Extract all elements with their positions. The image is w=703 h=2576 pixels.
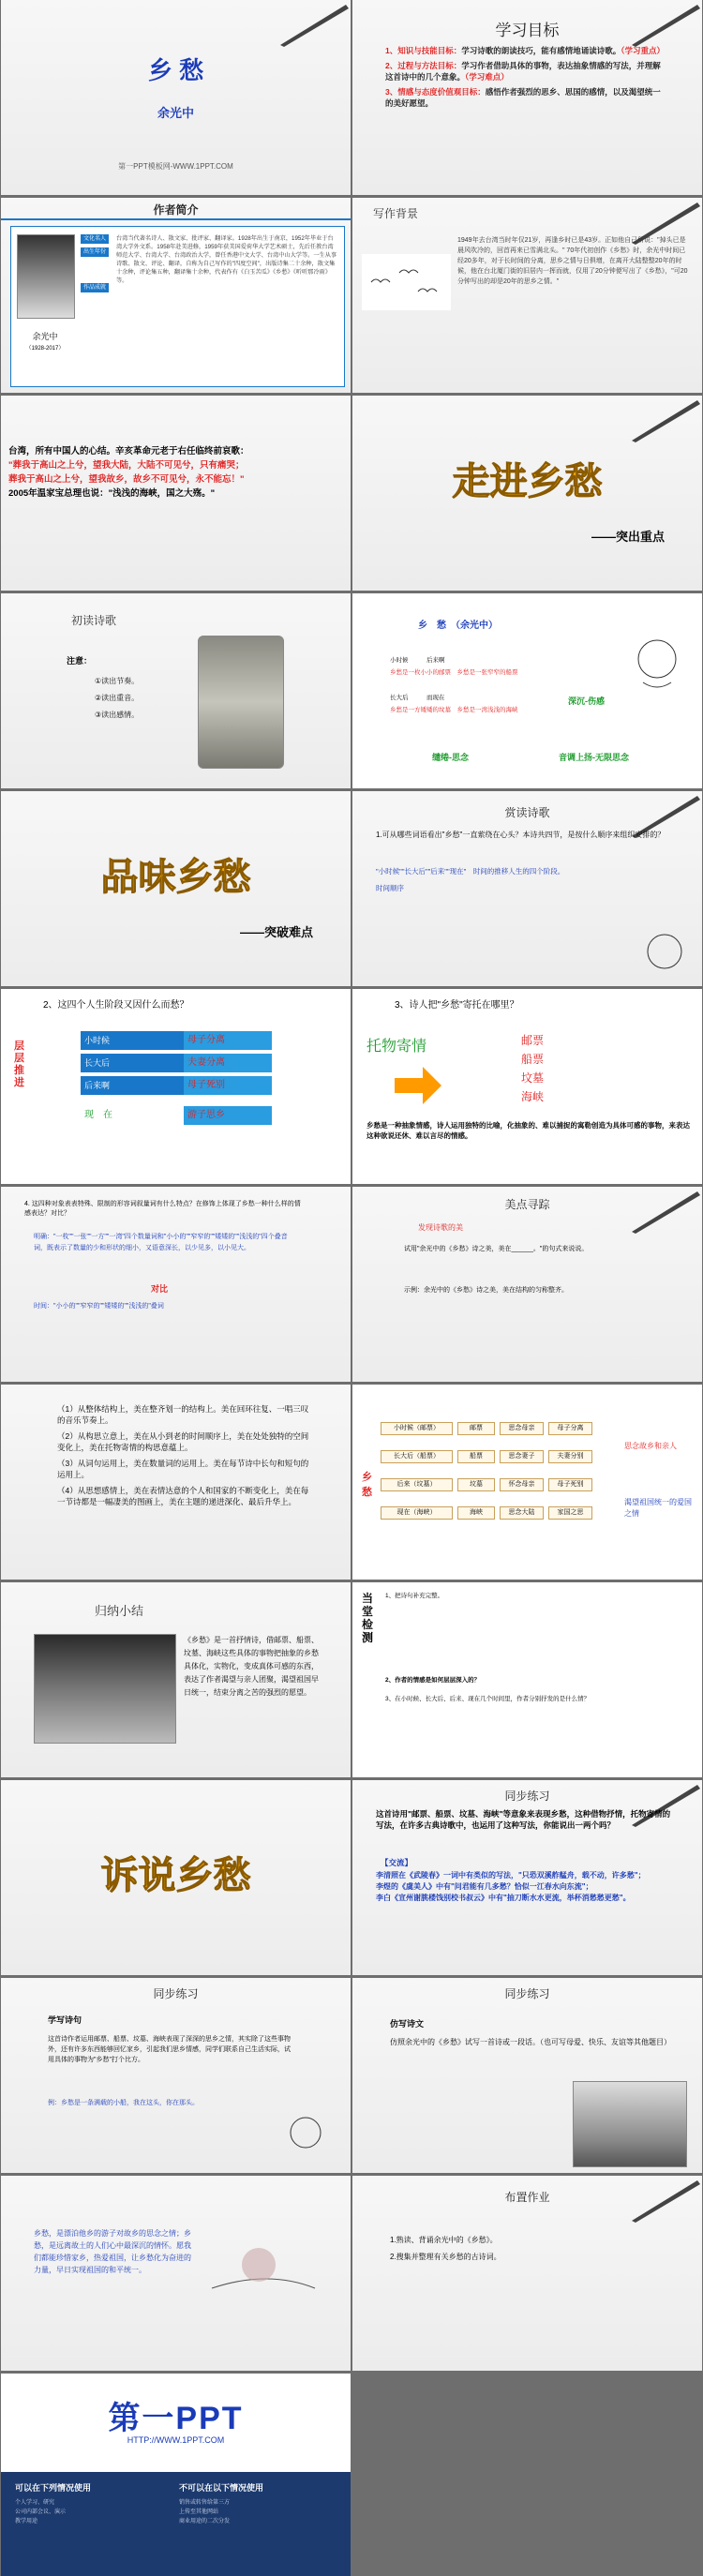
divider — [1, 218, 351, 220]
closing-text: 乡愁，是漂泊他乡的游子对故乡的思念之情；乡愁，是远离故土的人们心中最深沉的情怀。愿我们都能珍惜家乡，热爱祖国，让乡愁化为奋进的力量，早日实现祖国的和平统一。 — [34, 2229, 191, 2274]
license-footer — [1, 2472, 351, 2576]
appreciation-a1: "小时候""长大后""后来""现在" 时间的推移人生的四个阶段。 — [376, 867, 565, 876]
structure-time: 长大后（船票） — [381, 1450, 453, 1463]
license-allowed-heading: 可以在下列情况使用 — [15, 2483, 92, 2493]
analysis-item: （3）从词句运用上，美在数量词的运用上。美在每节诗中长句和短句的运用上。 — [57, 1459, 309, 1479]
structure-object: 邮票 — [457, 1422, 495, 1435]
beauty-heading: 美点寻踪 — [504, 1198, 550, 1211]
structure-relation: 夫妻分别 — [548, 1450, 592, 1463]
slide-14-beauty[interactable] — [352, 1187, 702, 1382]
quiz-q2: 2、作者的情感是如何层层深入的？ — [385, 1677, 481, 1684]
note-item: ①读出节奏。 — [95, 677, 140, 685]
objectives-heading: 学习目标 — [495, 22, 560, 39]
slide-24-homework[interactable] — [352, 2176, 702, 2371]
homework-item: 1.熟读、背诵余光中的《乡愁》。 — [390, 2236, 498, 2244]
goal-1-tag: （学习重点） — [621, 46, 666, 55]
poem-row: 长大后 而现在 — [390, 695, 445, 701]
structure-time: 后来（坟墓） — [381, 1478, 453, 1491]
goal-2-label: 2、过程与方法目标： — [385, 61, 462, 70]
poem-row: 小时候 后来啊 — [390, 657, 445, 664]
stage-reason: 母子分离 — [184, 1031, 272, 1050]
structure-relation: 母子分离 — [548, 1422, 592, 1435]
practice-ans: 李清照在《武陵春》一词中有类似的写法，"只恐双溪舴艋舟，载不动，许多愁"； — [376, 1871, 646, 1880]
poet-sketch-icon — [280, 2112, 332, 2159]
stage-row: 长大后 — [81, 1054, 187, 1072]
quiz-heading: 当堂检测 — [362, 1592, 374, 1644]
structure-feeling: 思念母亲 — [500, 1422, 544, 1435]
homework-item: 2.搜集并整理有关乡愁的古诗词。 — [390, 2253, 501, 2261]
tag-culture: 文化名人 — [81, 234, 109, 244]
slide-2-objectives[interactable] — [352, 0, 702, 195]
bird-nest-illustration — [202, 2213, 324, 2307]
poet-sketch-icon — [636, 925, 693, 981]
pen-decoration-icon — [276, 0, 351, 47]
cover-title: 乡 愁 — [147, 56, 204, 84]
slide-22-imitate[interactable] — [352, 1978, 702, 2173]
appreciation-heading: 赏读诗歌 — [504, 806, 550, 819]
taiwan-line-3: 葬我于高山之上兮，望我故乡，故乡不可见兮，永不能忘！" — [8, 474, 245, 485]
stages-question: 2、这四个人生阶段又因什么而愁？ — [43, 1000, 189, 1011]
goal-2-tag: （学习难点） — [465, 72, 509, 82]
first-reading-heading: 初读诗歌 — [71, 614, 117, 627]
beauty-line: 试用"余光中的《乡愁》诗之美，美在______。"的句式来说说。 — [404, 1246, 589, 1252]
stage-row: 现 在 — [84, 1110, 112, 1120]
slide-5-taiwan[interactable] — [1, 396, 351, 591]
arrow-icon — [390, 1059, 446, 1111]
slide-8-poem[interactable] — [352, 593, 702, 788]
slide-1-cover[interactable] — [1, 0, 351, 195]
stage-row: 小时候 — [81, 1031, 187, 1050]
summary-text: 《乡愁》是一首抒情诗，借邮票、船票、坟墓、海峡这些具体的事物把抽象的乡愁具体化，实物化，变成真体可感的东西，表达了作者渴望与亲人团聚，渴望祖国早日统一，结束分离之苦的强烈的愿望。 — [184, 1636, 319, 1697]
structure-result-2: 渴望祖国统一的爱国之情 — [624, 1498, 692, 1518]
slide-18-quiz[interactable] — [352, 1582, 702, 1777]
birds-illustration — [362, 254, 451, 310]
practice-intro: 这首诗用"邮票、船票、坟墓、海峡"等意象来表现乡愁，这种借物抒情，托物寄情的写法，在许多古典诗歌中，也运用了这种写法，你能说出一两个吗？ — [376, 1809, 671, 1830]
appreciation-q1: 1.可从哪些词语看出"乡愁"一直萦绕在心头？本诗共四节，是按什么顺序来组织安排的？ — [376, 831, 666, 839]
symbols-conclusion: 乡愁是一种抽象情感，诗人运用独特的比喻，化抽象的、难以捕捉的寓勒创造为具体可感的事物，来表达这种欲说还休、难以言尽的情感。 — [366, 1121, 690, 1140]
structure-left: 乡愁 — [362, 1472, 372, 1498]
stage-reason: 游子思乡 — [184, 1106, 272, 1125]
slide-19-tell[interactable] — [1, 1780, 351, 1975]
appreciation-a2: 时间顺序 — [376, 884, 404, 892]
savor-title: 品味乡愁 — [100, 857, 251, 898]
analysis-item: （2）从构思立意上，美在从小到老的时间顺序上，美在处处独特的空间变化上，美在托物寄情的构思意蕴上。 — [57, 1431, 309, 1452]
poem-row: 乡愁是一方矮矮的坟墓 乡愁是一湾浅浅的海峡 — [390, 707, 518, 713]
savor-subtitle: ——突破难点 — [239, 925, 313, 939]
taiwan-line-2: "葬我于高山之上兮，望我大陆，大陆不可见兮，只有痛哭； — [8, 460, 245, 471]
enter-subtitle: ——突出重点 — [591, 530, 665, 544]
tag-works: 作品成就 — [81, 283, 109, 292]
beauty-sub: 发现诗歌的美 — [418, 1223, 463, 1232]
author-bio: 台湾当代著名诗人、散文家、批评家、翻译家。1928年出生于南京，1952年毕业于台湾大学外文系。1958年赴美进修，1959年获美国爱荷华大学艺术硕士，先后任教台湾师范大学、台湾大学、台湾政治大学，曾任香港中文大学、台湾中山大学等。一生从事诗歌、散文、评论、翻译，自称为自己写作的"四度空间"，出版诗集二十余种，散文集十余种，评论集五种，翻译集十余种，代表作有《白玉苦瓜》《乡愁》《听听那冷雨》等。 — [116, 235, 337, 284]
poet-sketch-icon — [624, 631, 690, 696]
quantifier-answer: 明确："一枚""一张""一方""一湾"四个数量词和"小小的""窄窄的""矮矮的""浅浅的"四个叠音词，既表示了数量的少和形状的细小，又语意深长，以少见多，以小见大。 — [34, 1234, 288, 1251]
tag-rising-tone: 音调上扬-无限思念 — [559, 753, 629, 762]
write-sub: 学写诗句 — [48, 2015, 82, 2025]
slide-13-quantifiers[interactable] — [1, 1187, 351, 1382]
cover-footer: 第一PPT模板网-WWW.1PPT.COM — [118, 162, 233, 171]
author-heading: 作者简介 — [153, 203, 199, 217]
imitate-heading: 同步练习 — [504, 1987, 550, 2000]
structure-time: 小时候（邮票） — [381, 1422, 453, 1435]
goal-1-label: 1、知识与技能目标： — [385, 46, 462, 55]
homework-heading: 布置作业 — [504, 2191, 550, 2204]
slide-25-license[interactable] — [1, 2374, 351, 2576]
poem-row: 乡愁是一枚小小的邮票 乡愁是一张窄窄的船票 — [390, 669, 518, 676]
slide-20-practice[interactable] — [352, 1780, 702, 1975]
author-card — [10, 226, 345, 387]
symbol-item: 坟墓 — [521, 1071, 545, 1085]
taiwan-line-1: 台湾，所有中国人的心结。辛亥革命元老于右任临终前哀歌： — [8, 446, 249, 457]
practice-ans-label: 【交流】 — [381, 1858, 413, 1867]
write-heading: 同步练习 — [153, 1987, 199, 2000]
license-forbidden-item: 销售或转售给第三方 — [179, 2500, 231, 2506]
practice-ans: 李白《宣州谢朓楼饯别校书叔云》中有"抽刀断水水更流，举杯消愁愁更愁"。 — [376, 1894, 631, 1902]
license-allowed-item: 教学用途 — [15, 2519, 38, 2524]
quiz-q1: 1、把诗句补充完整。 — [385, 1593, 444, 1599]
tag-birth: 出生年份 — [81, 247, 109, 257]
quantifier-extra: 时间："小小的""窄窄的""矮矮的""浅浅的"叠词 — [34, 1303, 164, 1310]
license-url: HTTP://WWW.1PPT.COM — [127, 2435, 225, 2445]
structure-relation: 家国之思 — [548, 1506, 592, 1520]
tag-deep-sorrow: 深沉-伤感 — [568, 696, 605, 706]
goal-3-text: 感悟作者强烈的思乡、思国的感情，以及渴望统一的美好愿望。 — [385, 87, 661, 108]
license-forbidden-item: 上传至其他网站 — [179, 2509, 219, 2515]
progress-label: 层层推进 — [14, 1041, 24, 1088]
structure-object: 坟墓 — [457, 1478, 495, 1491]
slide-21-write[interactable] — [1, 1978, 351, 2173]
structure-time: 现在（海峡） — [381, 1506, 453, 1520]
cover-author: 余光中 — [157, 106, 194, 120]
imitate-text: 仿照余光中的《乡愁》试写一首诗或一段话。（也可写母爱、快乐、友谊等其他题目） — [390, 2038, 671, 2046]
license-forbidden-heading: 不可以在以下情况使用 — [179, 2483, 264, 2493]
slide-9-savor[interactable] — [1, 791, 351, 986]
practice-heading: 同步练习 — [504, 1790, 550, 1803]
analysis-item: （1）从整体结构上，美在整齐划一的结构上。美在回环往复、一唱三叹的音乐节奏上。 — [57, 1404, 309, 1425]
background-text: 1949年去台湾当时年仅21岁，再逢乡时已是43岁。正如他自己所说："掉头已是晨风吹冷的，回首再来已雪满北头。" 70年代初创作《乡愁》时，余光中时间已经20多年，对于长时间的分离，思乡之情与日俱增，在离开大陆整整20年的时候，他在台北厦门街的旧居内一挥而就，仅用了20分钟便写出了《乡愁》，"可20分钟写出的却是20年的思乡之情。" — [457, 237, 688, 285]
license-logo: 第一PPT — [108, 2401, 244, 2436]
imitate-sub: 仿写诗文 — [390, 2019, 425, 2029]
structure-object: 海峡 — [457, 1506, 495, 1520]
slide-15-analysis[interactable] — [1, 1385, 351, 1580]
goal-3-label: 3、情感与态度价值观目标： — [385, 87, 486, 97]
goal-2-text: 学习作者借助具体的事物，表达抽象情感的写法，并理解这首诗中的几个意象。 — [385, 61, 661, 82]
structure-relation: 母子死别 — [548, 1478, 592, 1491]
structure-feeling: 怀念母亲 — [500, 1478, 544, 1491]
author-years: （1928-2017） — [25, 346, 65, 352]
structure-object: 船票 — [457, 1450, 495, 1463]
author-desk-photo — [34, 1634, 176, 1744]
note-label: 注意： — [67, 656, 93, 666]
poem-stone-image — [198, 636, 284, 769]
pen-decoration-icon — [627, 396, 702, 442]
slide-17-summary[interactable] — [1, 1582, 351, 1777]
note-item: ③读出感情。 — [95, 711, 140, 719]
author-photo — [17, 234, 75, 319]
slide-11-stages[interactable] — [1, 989, 351, 1184]
analysis-item: （4）从思想感情上，美在表情达意的个人和国家的不断变化上，美在每一节诗都是一幅凄美的图画上，美在主题的递进深化、最后升华上。 — [57, 1486, 309, 1506]
stage-reason: 母子死别 — [184, 1076, 272, 1095]
symbol-item: 船票 — [521, 1053, 545, 1066]
slide-6-enter[interactable] — [352, 396, 702, 591]
stage-reason: 夫妻分离 — [184, 1054, 272, 1072]
tag-longing: 缱绻-思念 — [432, 753, 469, 762]
structure-feeling: 思念妻子 — [500, 1450, 544, 1463]
enter-title: 走进乡愁 — [452, 461, 603, 502]
tell-title: 诉说乡愁 — [100, 1855, 251, 1896]
slide-3-author[interactable] — [1, 198, 351, 393]
summary-heading: 归纳小结 — [95, 1604, 144, 1618]
license-allowed-item: 公司内部会议、演示 — [15, 2509, 67, 2515]
structure-feeling: 思念大陆 — [500, 1506, 544, 1520]
stage-row: 后来啊 — [81, 1076, 187, 1095]
slide-7-first-reading[interactable] — [1, 593, 351, 788]
symbols-question: 3、诗人把"乡愁"寄托在哪里？ — [395, 1000, 519, 1011]
background-heading: 写作背景 — [373, 207, 419, 220]
poem-title: 乡 愁 （余光中） — [418, 621, 498, 631]
practice-ans: 李煜的《虞美人》中有"问君能有几多愁？恰似一江春水向东流"； — [376, 1882, 593, 1891]
quantifier-question: 4. 这四种对象表表特殊、限制的形容词叙量词有什么特点？在修饰上体现了乡愁一种什么样的情感表达？对比？ — [24, 1201, 301, 1217]
contrast-label: 对比 — [151, 1284, 169, 1294]
slide-23-closing[interactable] — [1, 2176, 351, 2371]
symbols-method: 托物寄情 — [366, 1039, 427, 1055]
symbol-item: 邮票 — [521, 1034, 545, 1047]
write-text: 这首诗作者运用邮票、船票、坟墓、海峡表现了深深的思乡之情，其实除了这些事物外，还有许多东西能够回忆家乡，引起我们思乡情感，同学们联系自己生活实际，试用具体的事物为"乡愁"打个比方。 — [48, 2036, 291, 2063]
structure-result-1: 思念故乡和亲人 — [624, 1442, 677, 1450]
license-allowed-item: 个人学习、研究 — [15, 2500, 55, 2506]
symbol-item: 海峡 — [521, 1090, 545, 1103]
slide-16-structure[interactable] — [352, 1385, 702, 1580]
slide-4-background[interactable] — [352, 198, 702, 393]
quiz-q3: 3、在小时候、长大后、后来、现在几个时间里，作者分别抒发的是什么情？ — [385, 1696, 591, 1702]
slide-10-appreciation[interactable] — [352, 791, 702, 986]
beauty-line: 示例：余光中的《乡愁》诗之美，美在结构的匀称整齐。 — [404, 1287, 568, 1294]
village-painting — [573, 2081, 687, 2167]
slide-12-symbols[interactable] — [352, 989, 702, 1184]
author-name: 余光中 — [32, 332, 58, 341]
note-item: ②读出重音。 — [95, 694, 140, 702]
taiwan-line-4: 2005年温家宝总理也说："浅浅的海峡，国之大殇。" — [8, 488, 216, 499]
goal-1-text: 学习诗歌的朗读技巧，能有感情地诵读诗歌。 — [461, 46, 621, 55]
license-forbidden-item: 商业用途的二次分发 — [179, 2519, 231, 2524]
write-example: 例：乡愁是一条满载的小船，我在这头，你在那头。 — [48, 2100, 199, 2106]
